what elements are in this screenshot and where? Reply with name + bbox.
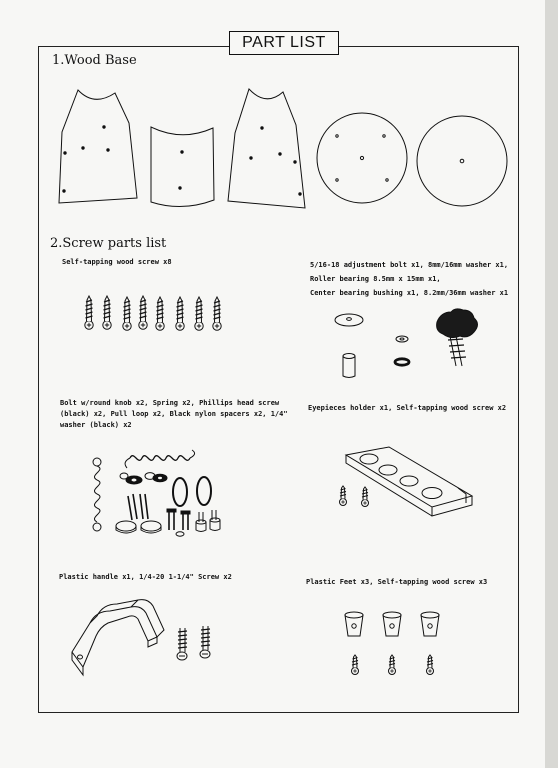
plastic-handle bbox=[72, 600, 164, 675]
caption-adjustment-bolt-line2: Roller bearing 8.5mm x 15mm x1, bbox=[310, 275, 441, 283]
page-title: PART LIST bbox=[229, 31, 339, 55]
caption-bolt-knob-line3: washer (black) x2 bbox=[60, 421, 132, 429]
section-wood-base-heading: 1.Wood Base bbox=[52, 53, 137, 68]
eyepiece-holder bbox=[340, 447, 473, 516]
caption-bolt-knob-line1: Bolt w/round knob x2, Spring x2, Phillips head screw bbox=[60, 399, 280, 407]
caption-adjustment-bolt-line1: 5/16-18 adjustment bolt x1, 8mm/16mm washer x1, bbox=[310, 261, 509, 269]
wood-panel-left bbox=[59, 90, 137, 203]
plastic-feet-x3 bbox=[345, 612, 439, 675]
section-screw-parts-heading: 2.Screw parts list bbox=[50, 236, 167, 251]
wood-panel-right bbox=[228, 89, 305, 208]
caption-bolt-knob-line2: (black) x2, Pull loop x2, Black nylon spacers x2, 1/4" bbox=[60, 410, 288, 418]
caption-self-tapping-screws: Self-tapping wood screw x8 bbox=[62, 258, 172, 266]
caption-eyepiece-holder: Eyepieces holder x1, Self-tapping wood screw x2 bbox=[308, 404, 507, 412]
handle-screws-x2 bbox=[177, 626, 210, 660]
wood-disc-drilled bbox=[317, 113, 407, 203]
caption-plastic-handle: Plastic handle x1, 1/4-20 1-1/4" Screw x2 bbox=[59, 573, 232, 581]
wood-panel-center bbox=[151, 127, 214, 207]
spring-bolt-knob-group bbox=[93, 450, 220, 536]
wood-disc-plain bbox=[417, 116, 507, 206]
caption-adjustment-bolt-line3: Center bearing bushing x1, 8.2mm/36mm washer x1 bbox=[310, 289, 509, 297]
caption-plastic-feet: Plastic Feet x3, Self-tapping wood screw x3 bbox=[306, 578, 488, 586]
adjustment-bolt-group bbox=[335, 309, 478, 378]
wood-screws-x8 bbox=[85, 296, 221, 330]
